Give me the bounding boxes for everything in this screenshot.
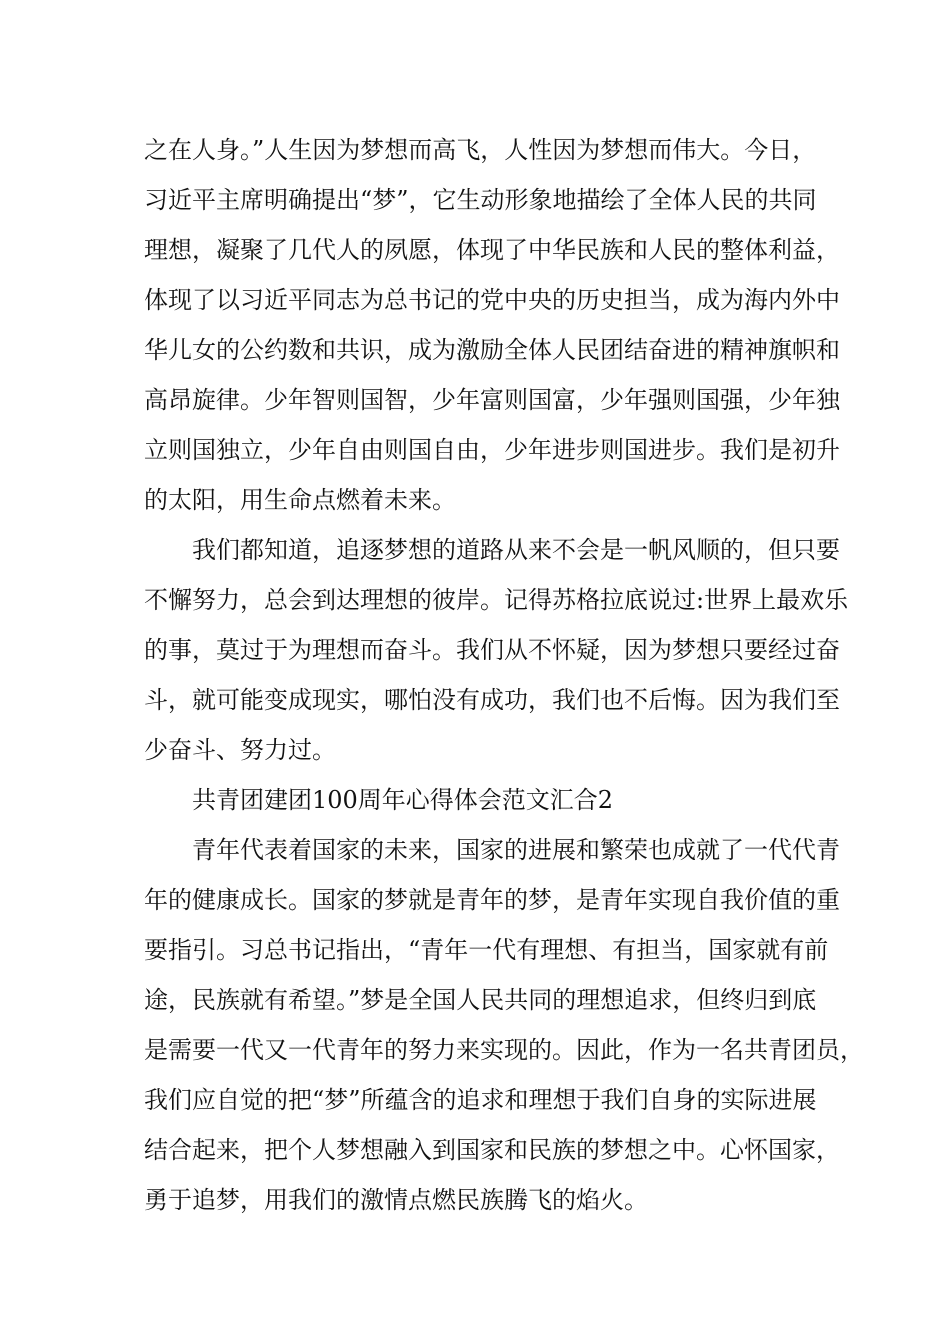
paragraph-2-line-3: 的事，莫过于为理想而奋斗。我们从不怀疑，因为梦想只要经过奋 [144, 636, 840, 664]
paragraph-2-line-4: 斗，就可能变成现实，哪怕没有成功，我们也不后悔。因为我们至 [144, 686, 840, 714]
paragraph-2-line-1: 我们都知道，追逐梦想的道路从来不会是一帆风顺的，但只要 [192, 536, 840, 564]
paragraph-3-line-7: 结合起来，把个人梦想融入到国家和民族的梦想之中。心怀国家， [144, 1136, 840, 1164]
paragraph-1-line-6: 高昂旋律。少年智则国智，少年富则国富，少年强则国强，少年独 [144, 386, 840, 414]
paragraph-1-line-4: 体现了以习近平同志为总书记的党中央的历史担当，成为海内外中 [144, 286, 840, 314]
paragraph-3-line-6: 我们应自觉的把“梦”所蕴含的追求和理想于我们自身的实际进展 [144, 1086, 817, 1114]
paragraph-3-line-1: 青年代表着国家的未来，国家的进展和繁荣也成就了一代代青 [192, 836, 840, 864]
paragraph-1-line-2: 习近平主席明确提出“梦”，它生动形象地描绘了全体人民的共同 [144, 186, 817, 214]
paragraph-1-line-7: 立则国独立，少年自由则国自由，少年进步则国进步。我们是初升 [144, 436, 840, 464]
section-heading: 共青团建团100周年心得体会范文汇合2 [192, 786, 614, 814]
paragraph-3-line-5: 是需要一代又一代青年的努力来实现的。因此，作为一名共青团员， [144, 1036, 864, 1064]
paragraph-3-line-3: 要指引。习总书记指出，“青年一代有理想、有担当，国家就有前 [144, 936, 829, 964]
paragraph-1-line-8: 的太阳，用生命点燃着未来。 [144, 486, 456, 514]
paragraph-2-line-5: 少奋斗、努力过。 [144, 736, 336, 764]
paragraph-1-line-5: 华儿女的公约数和共识，成为激励全体人民团结奋进的精神旗帜和 [144, 336, 840, 364]
paragraph-3-line-4: 途，民族就有希望。”梦是全国人民共同的理想追求，但终归到底 [144, 986, 817, 1014]
paragraph-1-line-1: 之在人身。”人生因为梦想而高飞，人性因为梦想而伟大。今日， [144, 136, 817, 164]
paragraph-1-line-3: 理想，凝聚了几代人的夙愿，体现了中华民族和人民的整体利益， [144, 236, 840, 264]
paragraph-3-line-8: 勇于追梦，用我们的激情点燃民族腾飞的焰火。 [144, 1186, 648, 1214]
paragraph-3-line-2: 年的健康成长。国家的梦就是青年的梦，是青年实现自我价值的重 [144, 886, 840, 914]
paragraph-2-line-2: 不懈努力，总会到达理想的彼岸。记得苏格拉底说过:世界上最欢乐 [144, 586, 849, 614]
